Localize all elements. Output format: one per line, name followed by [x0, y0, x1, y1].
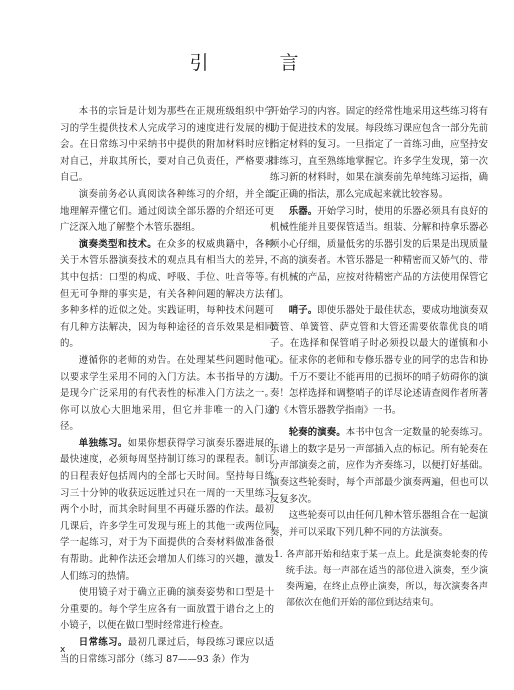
section-heading: 演奏类型和技术。 — [78, 238, 158, 250]
left-column — [60, 104, 274, 668]
paragraph — [60, 237, 274, 353]
paragraph — [270, 425, 488, 508]
paragraph: 这些轮奏可以由任何几种木管乐器组合在一起演奏，并可以采取下列几种不同的方法演奏。 — [270, 510, 488, 538]
paragraph — [270, 204, 488, 304]
paragraph-text: 即使乐器处于最佳状态，要成功地演奏双簧管、单簧管、萨克管和大管还需要依靠优良的哨子。在选择和保管哨子时必须投以最大的谨慎和小心。征求你的老师和专修乐器专业的同学的忠告和协助。千万不要让不能再用的已损坏的哨子妨碍你的演奏！怎样选择和调整哨子的详尽论述请查阅作者所著的《木管乐器教学指南》一书。 — [270, 305, 488, 416]
paragraph-text: 如果你想获得学习演奏乐器进展的最快速度，必须每周坚持制订练习的课程表。制订的日程表好包括周内的全部七天时间。坚持每日练习三十分钟的收获远远胜过只在一周的一天里练习两个小时，而其余时间里不再碰乐器的作法。最初几课后，许多学生可发现与班上的其他一或两位同学一起练习，对于为下面提供的合奏材料做准备很有帮助。此种作法还会增加人们练习的兴趣，激发人们练习的热情。 — [60, 437, 274, 582]
page-number: x — [60, 645, 66, 655]
section-heading: 乐器。 — [288, 205, 318, 217]
paragraph: 遵循你的老师的劝告。在处理某些问题时他可以要求学生采用不同的入门方法。本书指导的方法是现今广泛采用的有代表性的标准入门方法之一。你可以放心大胆地采用，但它并非唯一的入门途径。 — [60, 354, 274, 433]
section-heading: 日常练习。 — [78, 637, 128, 648]
paragraph: 本书的宗旨是计划为那些在正规班级组织中学习的学生提供技术人完成学习的速度进行发展的机会。在日常练习中采纳书中提供的附加材料时应针对自己，并取其所长，要对自己负责任，严格要求自己。 — [60, 106, 274, 184]
note-text: 各声部开始和结束于某一点上。此是演奏轮奏的传统手法。每一声部在适当的部位进入演奏，至少演奏两遍，在终止点停止演奏，所以，每次演奏各声部依次在他们开始的部位到达结束句。 — [286, 550, 488, 609]
page-title: 引 言 — [189, 52, 325, 74]
section-heading: 哨子。 — [288, 305, 318, 317]
paragraph — [60, 635, 274, 668]
note-number: 1. — [274, 550, 283, 561]
right-column — [270, 104, 488, 611]
paragraph-text: 开始学习时，使用的乐器必须具有良好的机械性能并且要保管适当。组装、分解和持拿乐器必须小心仔细，质量低劣的乐器引发的后果是出现质量不高的演奏者。木管乐器是一种精密而又娇气的、带有机械的产品，应按对待精密产品的方法使用保管它们。 — [270, 205, 488, 300]
numbered-note — [270, 547, 488, 611]
section-heading: 轮奏的演奏。 — [288, 427, 346, 439]
paragraph-text: 本书中包含一定数量的轮奏练习。乐谱上的数字是另一声部插入点的标记。所有轮奏在分声部演奏之前，应作为齐奏练习，以便打好基础。演奏这些轮奏时，每个声部最少演奏两遍，但也可以反复多次。 — [270, 427, 488, 505]
paragraph-text: 在众多的权威典籍中，各种关于木管乐器演奏技术的观点具有相当大的差异，其中包括：口型的构成、呼吸、手位、吐音等等。但无可争辩的事实是，有关各种问题的解决方法有多种多样的近似之处。实践证明，每种技术问题可有几种方法解决，因为每种途径的音乐效果是相同的。 — [60, 238, 274, 350]
paragraph — [270, 303, 488, 419]
paragraph: 演奏前务必认真阅读各种练习的介绍，并全部地理解弄懂它们。通过阅读全部乐器的介绍还可更广泛深入地了解整个木管乐器组。 — [60, 188, 274, 234]
paragraph-text: 最初几课过后，每段练习课应以适当的日常练习部分（练习 87——93 条）作为 — [60, 637, 274, 665]
paragraph: 开始学习的内容。固定的经常性地采用这些练习将有助于促进技术的发展。每段练习课应包含一部分先前指定材料的复习。一旦指定了一首练习曲，应坚持安排练习，直至熟练地掌握它。许多学生发现，第一次练习新的材料时，如果在演奏前先单纯练习运指，确定正确的指法，那么完成起来就比较容易。 — [270, 106, 488, 200]
section-heading: 单独练习。 — [78, 437, 128, 449]
paragraph: 使用镜子对于确立正确的演奏姿势和口型是十分重要的。每个学生应各有一面放置于谱台之上的小镜子，以便在做口型时经常进行检查。 — [60, 587, 274, 632]
paragraph — [60, 436, 274, 585]
